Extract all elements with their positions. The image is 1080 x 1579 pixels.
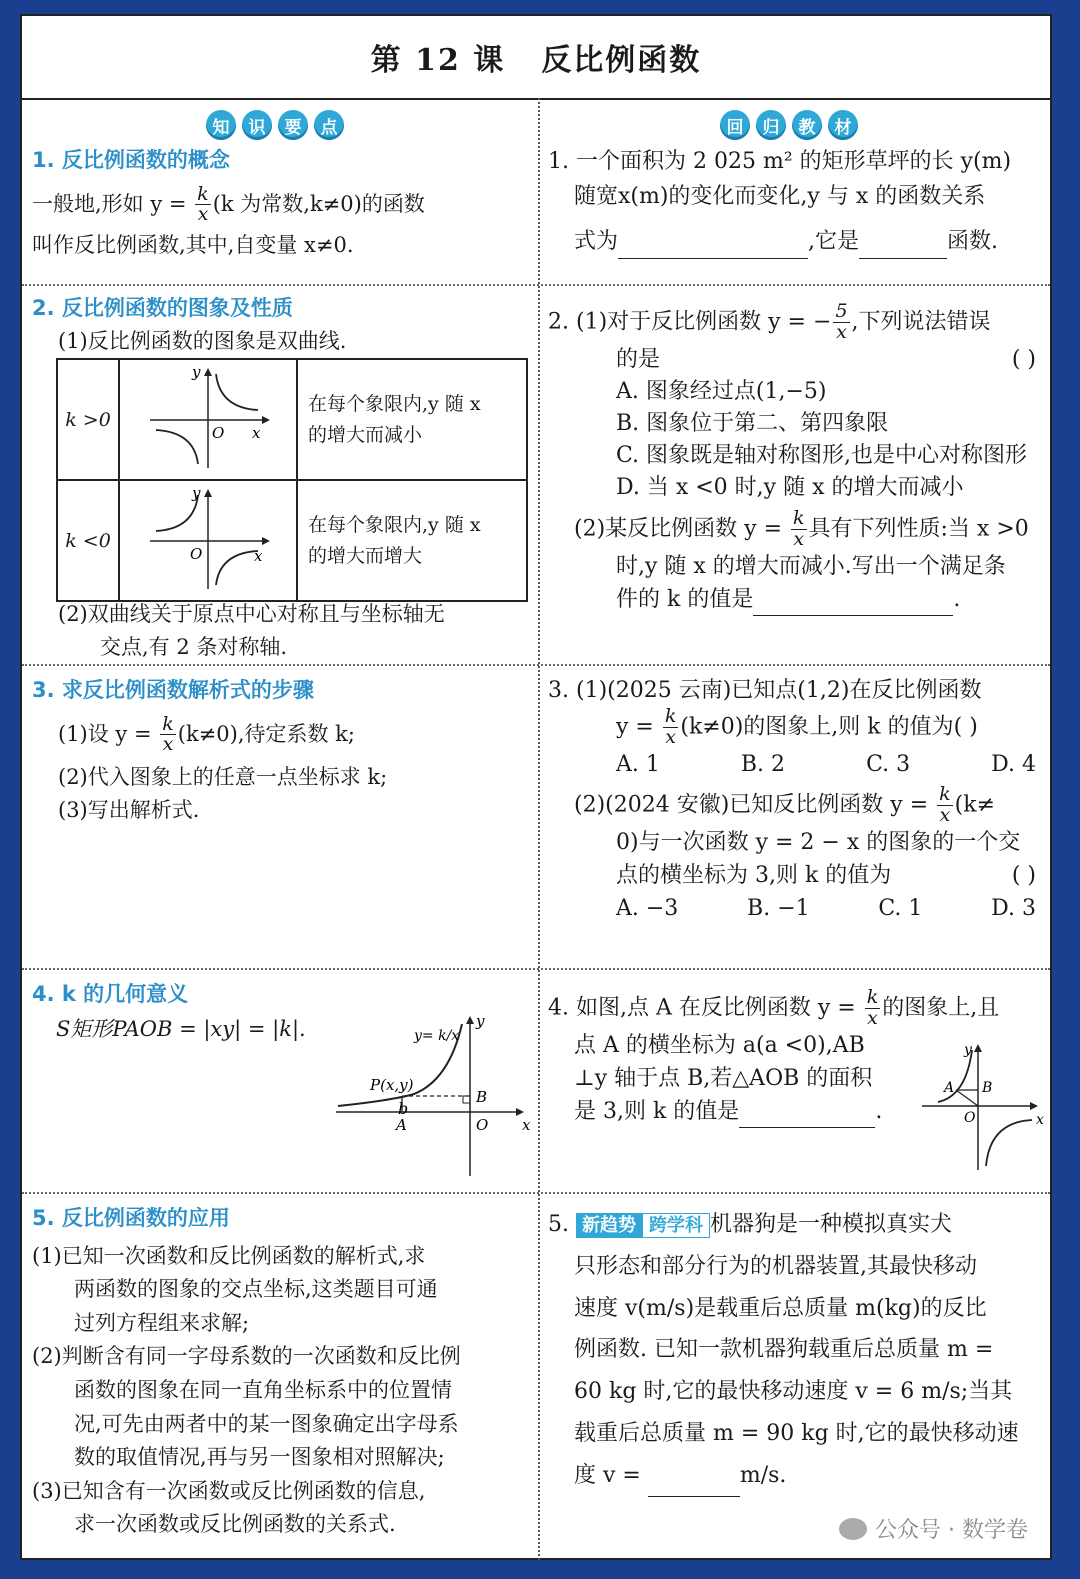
answer-blank[interactable] bbox=[618, 214, 808, 259]
text-line: (1)已知一次函数和反比例函数的解析式,求 bbox=[32, 1243, 426, 1268]
text: 4. 如图,点 A 在反比例函数 y = bbox=[548, 995, 863, 1021]
option: D. 4 bbox=[991, 751, 1036, 777]
numerator: k bbox=[866, 986, 879, 1008]
text: 函数. bbox=[947, 229, 999, 255]
text-line: 求一次函数或反比例函数的关系式. bbox=[74, 1512, 396, 1537]
text: 具有下列性质:当 x >0 bbox=[808, 516, 1029, 542]
option-d: D. 当 x <0 时,y 随 x 的增大而减小 bbox=[616, 474, 964, 500]
fraction bbox=[937, 782, 953, 826]
section-title: 3. 求反比例函数解析式的步骤 bbox=[32, 678, 314, 702]
point-a-label: A bbox=[944, 1080, 955, 1096]
k-geometry-graph bbox=[334, 1010, 534, 1180]
text-line: 两函数的图象的交点坐标,这类题目可通 bbox=[74, 1277, 438, 1302]
text: 点的横坐标为 3,则 k 的值为 bbox=[616, 862, 892, 888]
denominator: x bbox=[836, 320, 847, 343]
row-divider bbox=[22, 284, 1050, 286]
y-axis-label: y bbox=[476, 1012, 485, 1030]
definition-line: 叫作反比例函数,其中,自变量 x≠0. bbox=[32, 233, 354, 258]
text-line: 时,y 随 x 的增大而减小.写出一个满足条 bbox=[616, 554, 1006, 580]
badge-char: 要 bbox=[278, 110, 308, 140]
question-5 bbox=[548, 1204, 1048, 1497]
text: 是 3,则 k 的值是 bbox=[574, 1098, 740, 1124]
sub-item: (1)反比例函数的图象是双曲线. bbox=[58, 328, 347, 353]
point-a-label: A bbox=[396, 1116, 407, 1134]
text-line: 例函数. 已知一款机器狗载重后总质量 m = bbox=[574, 1337, 994, 1363]
question-2 bbox=[548, 302, 1048, 616]
option: A. −3 bbox=[616, 895, 679, 921]
desc-line: 的增大而减小 bbox=[308, 423, 423, 446]
trend-tag: 新趋势 bbox=[576, 1213, 642, 1238]
watermark bbox=[839, 1513, 1028, 1544]
text-line bbox=[548, 302, 1048, 343]
point-p-label: P(x,y) bbox=[370, 1076, 414, 1094]
text-line: 只形态和部分行为的机器装置,其最快移动 bbox=[574, 1253, 977, 1279]
text-line bbox=[574, 509, 1048, 550]
badge-char: 点 bbox=[314, 110, 344, 140]
text-line: ⊥y 轴于点 B,若△AOB 的面积 bbox=[574, 1065, 873, 1091]
point-b-label: B bbox=[982, 1080, 993, 1096]
badge-char: 回 bbox=[720, 110, 750, 140]
section-1 bbox=[32, 144, 532, 262]
text-line: 速度 v(m/s)是载重后总质量 m(kg)的反比 bbox=[574, 1295, 987, 1321]
sub-item-2 bbox=[58, 598, 538, 663]
option: C. 1 bbox=[878, 895, 923, 921]
option: A. 1 bbox=[616, 751, 660, 777]
text-line bbox=[548, 1204, 1048, 1246]
watermark-text: 公众号 · 数学卷 bbox=[875, 1518, 1028, 1543]
text: (2)某反比例函数 y = bbox=[574, 516, 790, 542]
denominator: x bbox=[793, 528, 805, 551]
question-1 bbox=[548, 144, 1048, 259]
denominator: x bbox=[162, 733, 174, 756]
text: 的是 bbox=[616, 346, 661, 372]
k-condition: k <0 bbox=[57, 480, 119, 601]
answer-blank[interactable] bbox=[648, 1470, 740, 1497]
text: (2)(2024 安徽)已知反比例函数 y = bbox=[574, 792, 936, 818]
answer-blank[interactable] bbox=[859, 234, 947, 259]
option-b: B. 图象位于第二、第四象限 bbox=[616, 410, 889, 436]
lesson-topic: 反比例函数 bbox=[541, 43, 702, 78]
section-5 bbox=[32, 1202, 532, 1542]
property-desc bbox=[297, 359, 527, 480]
answer-paren[interactable]: ( ) bbox=[1011, 346, 1036, 372]
numerator: k bbox=[793, 507, 805, 530]
text-line: (3)已知含有一次函数或反比例函数的信息, bbox=[32, 1478, 426, 1503]
text-line: 是 3,则 k 的值是 . bbox=[574, 1095, 1048, 1128]
graph-cell bbox=[119, 480, 297, 601]
text-line: 件的 k 的值是 . bbox=[616, 583, 1048, 616]
text-line: 0)与一次函数 y = 2 − x 的图象的一个交 bbox=[616, 829, 1021, 855]
badge-char: 知 bbox=[206, 110, 236, 140]
fraction bbox=[833, 302, 849, 343]
desc-line: 在每个象限内,y 随 x bbox=[308, 393, 481, 416]
option: B. −1 bbox=[747, 895, 810, 921]
step-3: (3)写出解析式. bbox=[58, 797, 200, 822]
fraction bbox=[195, 182, 211, 226]
section-title: 5. 反比例函数的应用 bbox=[32, 1206, 230, 1230]
wechat-icon bbox=[839, 1518, 867, 1540]
hyperbola-positive-graph bbox=[120, 360, 296, 474]
text: m/s. bbox=[739, 1462, 787, 1488]
point-b-small: b bbox=[398, 1099, 409, 1118]
option: D. 3 bbox=[991, 895, 1036, 921]
text: 件的 k 的值是 bbox=[616, 587, 754, 613]
option-a: A. 图象经过点(1,−5) bbox=[616, 378, 827, 404]
lesson-number: 第 12 课 bbox=[370, 43, 506, 78]
answer-blank[interactable] bbox=[739, 1103, 875, 1128]
text-line bbox=[548, 988, 1048, 1029]
option: C. 3 bbox=[866, 751, 911, 777]
text-line: 函数的图象在同一直角坐标系中的位置情 bbox=[74, 1377, 452, 1402]
svg-text:O: O bbox=[190, 545, 203, 563]
text-line: 60 kg 时,它的最快移动速度 v = 6 m/s;当其 bbox=[574, 1379, 1013, 1405]
text-line: (2)双曲线关于原点中心对称且与坐标轴无 bbox=[58, 602, 445, 626]
hyperbola-negative-graph bbox=[120, 481, 296, 595]
desc-line: 的增大而增大 bbox=[308, 544, 423, 567]
text: ,下列说法错误 bbox=[851, 309, 991, 335]
fraction bbox=[791, 509, 807, 550]
badge-char: 识 bbox=[242, 110, 272, 140]
graph-cell bbox=[119, 359, 297, 480]
svg-text:O: O bbox=[212, 424, 225, 442]
property-desc bbox=[297, 480, 527, 601]
text-line: 随宽x(m)的变化而变化,y 与 x 的函数关系 bbox=[574, 184, 986, 210]
option: B. 2 bbox=[740, 751, 786, 777]
numerator: k bbox=[664, 705, 677, 727]
options-row bbox=[616, 892, 1036, 925]
text-line: 数的取值情况,再与另一图象相对照解决; bbox=[74, 1445, 445, 1470]
x-axis-label: x bbox=[522, 1116, 531, 1134]
section-2 bbox=[32, 292, 532, 357]
question-4-graph bbox=[918, 1040, 1048, 1176]
knowledge-points-badge bbox=[206, 110, 344, 140]
text: y = bbox=[616, 714, 661, 740]
column-divider bbox=[538, 98, 540, 1560]
section-title: 1. 反比例函数的概念 bbox=[32, 148, 230, 172]
question-3 bbox=[548, 674, 1048, 925]
svg-text:x: x bbox=[254, 547, 263, 565]
graph-equation: y= k/x bbox=[414, 1028, 460, 1044]
fraction bbox=[865, 988, 881, 1029]
text: 式为 bbox=[574, 229, 619, 255]
answer-blank[interactable] bbox=[753, 591, 953, 616]
text: (1)设 y = bbox=[58, 721, 159, 746]
origin-label: O bbox=[964, 1110, 976, 1126]
x-axis-label: x bbox=[1036, 1112, 1044, 1128]
svg-text:y: y bbox=[192, 363, 201, 381]
step-2: (2)代入图象上的任意一点坐标求 k; bbox=[58, 765, 388, 790]
page-title bbox=[22, 16, 1050, 100]
area-formula: S矩形PAOB = |xy| = |k|. bbox=[56, 1016, 306, 1041]
fraction bbox=[663, 707, 679, 748]
text: 度 v = bbox=[574, 1462, 648, 1488]
text-line: 况,可先由两者中的某一图象确定出字母系 bbox=[74, 1411, 459, 1436]
worksheet bbox=[20, 14, 1052, 1560]
fraction bbox=[160, 712, 176, 756]
text-line bbox=[574, 214, 1048, 259]
text-line bbox=[574, 782, 1048, 826]
property-table bbox=[56, 358, 528, 602]
row-divider bbox=[22, 664, 1050, 666]
text-line bbox=[616, 343, 1036, 376]
definition-line bbox=[32, 182, 532, 226]
badge-char: 教 bbox=[792, 110, 822, 140]
options-row bbox=[616, 748, 1036, 781]
option-c: C. 图象既是轴对称图形,也是中心对称图形 bbox=[616, 442, 1028, 468]
k-condition: k >0 bbox=[57, 359, 119, 480]
text-line: 1. 一个面积为 2 025 m² 的矩形草坪的长 y(m) bbox=[548, 149, 1012, 174]
text: 的图象上,且 bbox=[882, 995, 1000, 1021]
text: (k≠0),待定系数 k; bbox=[177, 721, 355, 746]
text: (k≠ bbox=[954, 792, 996, 818]
y-axis-label: y bbox=[964, 1042, 972, 1058]
denominator: x bbox=[867, 1006, 878, 1029]
row-divider bbox=[22, 1192, 1050, 1194]
row-divider bbox=[22, 968, 1050, 970]
text: 一般地,形如 y = bbox=[32, 191, 194, 216]
answer-paren[interactable]: ( ) bbox=[1011, 862, 1036, 888]
text: 2. (1)对于反比例函数 y = − bbox=[548, 309, 832, 335]
svg-text:y: y bbox=[192, 484, 201, 502]
badge-char: 材 bbox=[828, 110, 858, 140]
text: 机器狗是一种模拟真实犬 bbox=[710, 1212, 953, 1237]
numerator: 5 bbox=[835, 300, 848, 322]
denominator: x bbox=[665, 725, 676, 748]
question-number: 5. bbox=[548, 1212, 569, 1237]
text-line bbox=[574, 1455, 1048, 1497]
denominator: x bbox=[939, 803, 951, 826]
point-b-label: B bbox=[476, 1088, 488, 1106]
section-title: 4. k 的几何意义 bbox=[32, 982, 189, 1006]
text-line bbox=[616, 859, 1036, 892]
step-1 bbox=[58, 712, 532, 756]
badge-char: 归 bbox=[756, 110, 786, 140]
text: (k 为常数,k≠0)的函数 bbox=[212, 191, 425, 216]
text: (k≠0)的图象上,则 k 的值为( ) bbox=[680, 714, 978, 740]
numerator: k bbox=[162, 712, 174, 735]
denominator: x bbox=[197, 203, 209, 226]
text-line: (2)判断含有同一字母系数的一次函数和反比例 bbox=[32, 1344, 461, 1369]
text-line: 过列方程组来求解; bbox=[74, 1310, 250, 1335]
numerator: k bbox=[197, 182, 209, 205]
text-line: 3. (1)(2025 云南)已知点(1,2)在反比例函数 bbox=[548, 678, 982, 703]
cross-subject-tag: 跨学科 bbox=[642, 1213, 710, 1238]
text-line bbox=[616, 707, 1048, 748]
numerator: k bbox=[939, 782, 951, 805]
desc-line: 在每个象限内,y 随 x bbox=[308, 514, 481, 537]
text-line: 交点,有 2 条对称轴. bbox=[100, 634, 288, 659]
section-3 bbox=[32, 674, 532, 827]
text: ,它是 bbox=[808, 229, 860, 255]
origin-label: O bbox=[476, 1116, 489, 1134]
svg-text:x: x bbox=[252, 424, 261, 442]
textbook-review-badge bbox=[720, 110, 858, 140]
text-line: 点 A 的横坐标为 a(a <0),AB bbox=[574, 1032, 865, 1058]
text-line: 载重后总质量 m = 90 kg 时,它的最快移动速 bbox=[574, 1420, 1019, 1446]
section-title: 2. 反比例函数的图象及性质 bbox=[32, 296, 293, 320]
